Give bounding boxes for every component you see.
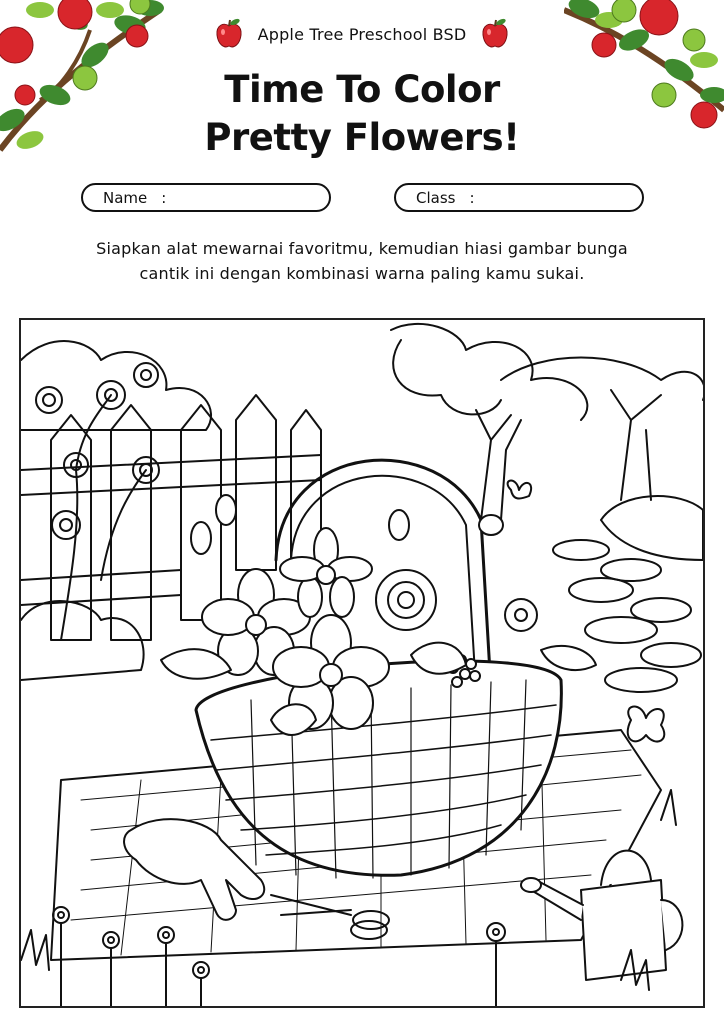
- page-title: [0, 66, 724, 162]
- school-header: [0, 18, 724, 50]
- class-field[interactable]: [394, 183, 644, 212]
- butterfly: [508, 481, 532, 499]
- title-line-2: Pretty Flowers!: [204, 116, 520, 159]
- instructions-line-1: Siapkan alat mewarnai favoritmu, kemudian hiasi gambar bunga: [96, 239, 628, 258]
- class-separator: :: [469, 188, 475, 207]
- flower-basket-illustration: [21, 320, 703, 1006]
- instructions: [60, 236, 664, 286]
- apple-icon: [480, 18, 510, 50]
- class-label: Class: [416, 188, 456, 207]
- title-line-1: Time To Color: [224, 68, 500, 111]
- name-field[interactable]: [81, 183, 331, 212]
- instructions-line-2: cantik ini dengan kombinasi warna paling kamu sukai.: [139, 264, 585, 283]
- apple-icon: [214, 18, 244, 50]
- name-separator: :: [161, 188, 167, 207]
- name-label: Name: [103, 188, 148, 207]
- butterfly: [628, 706, 665, 741]
- school-name: Apple Tree Preschool BSD: [257, 24, 467, 44]
- coloring-illustration: [19, 318, 705, 1008]
